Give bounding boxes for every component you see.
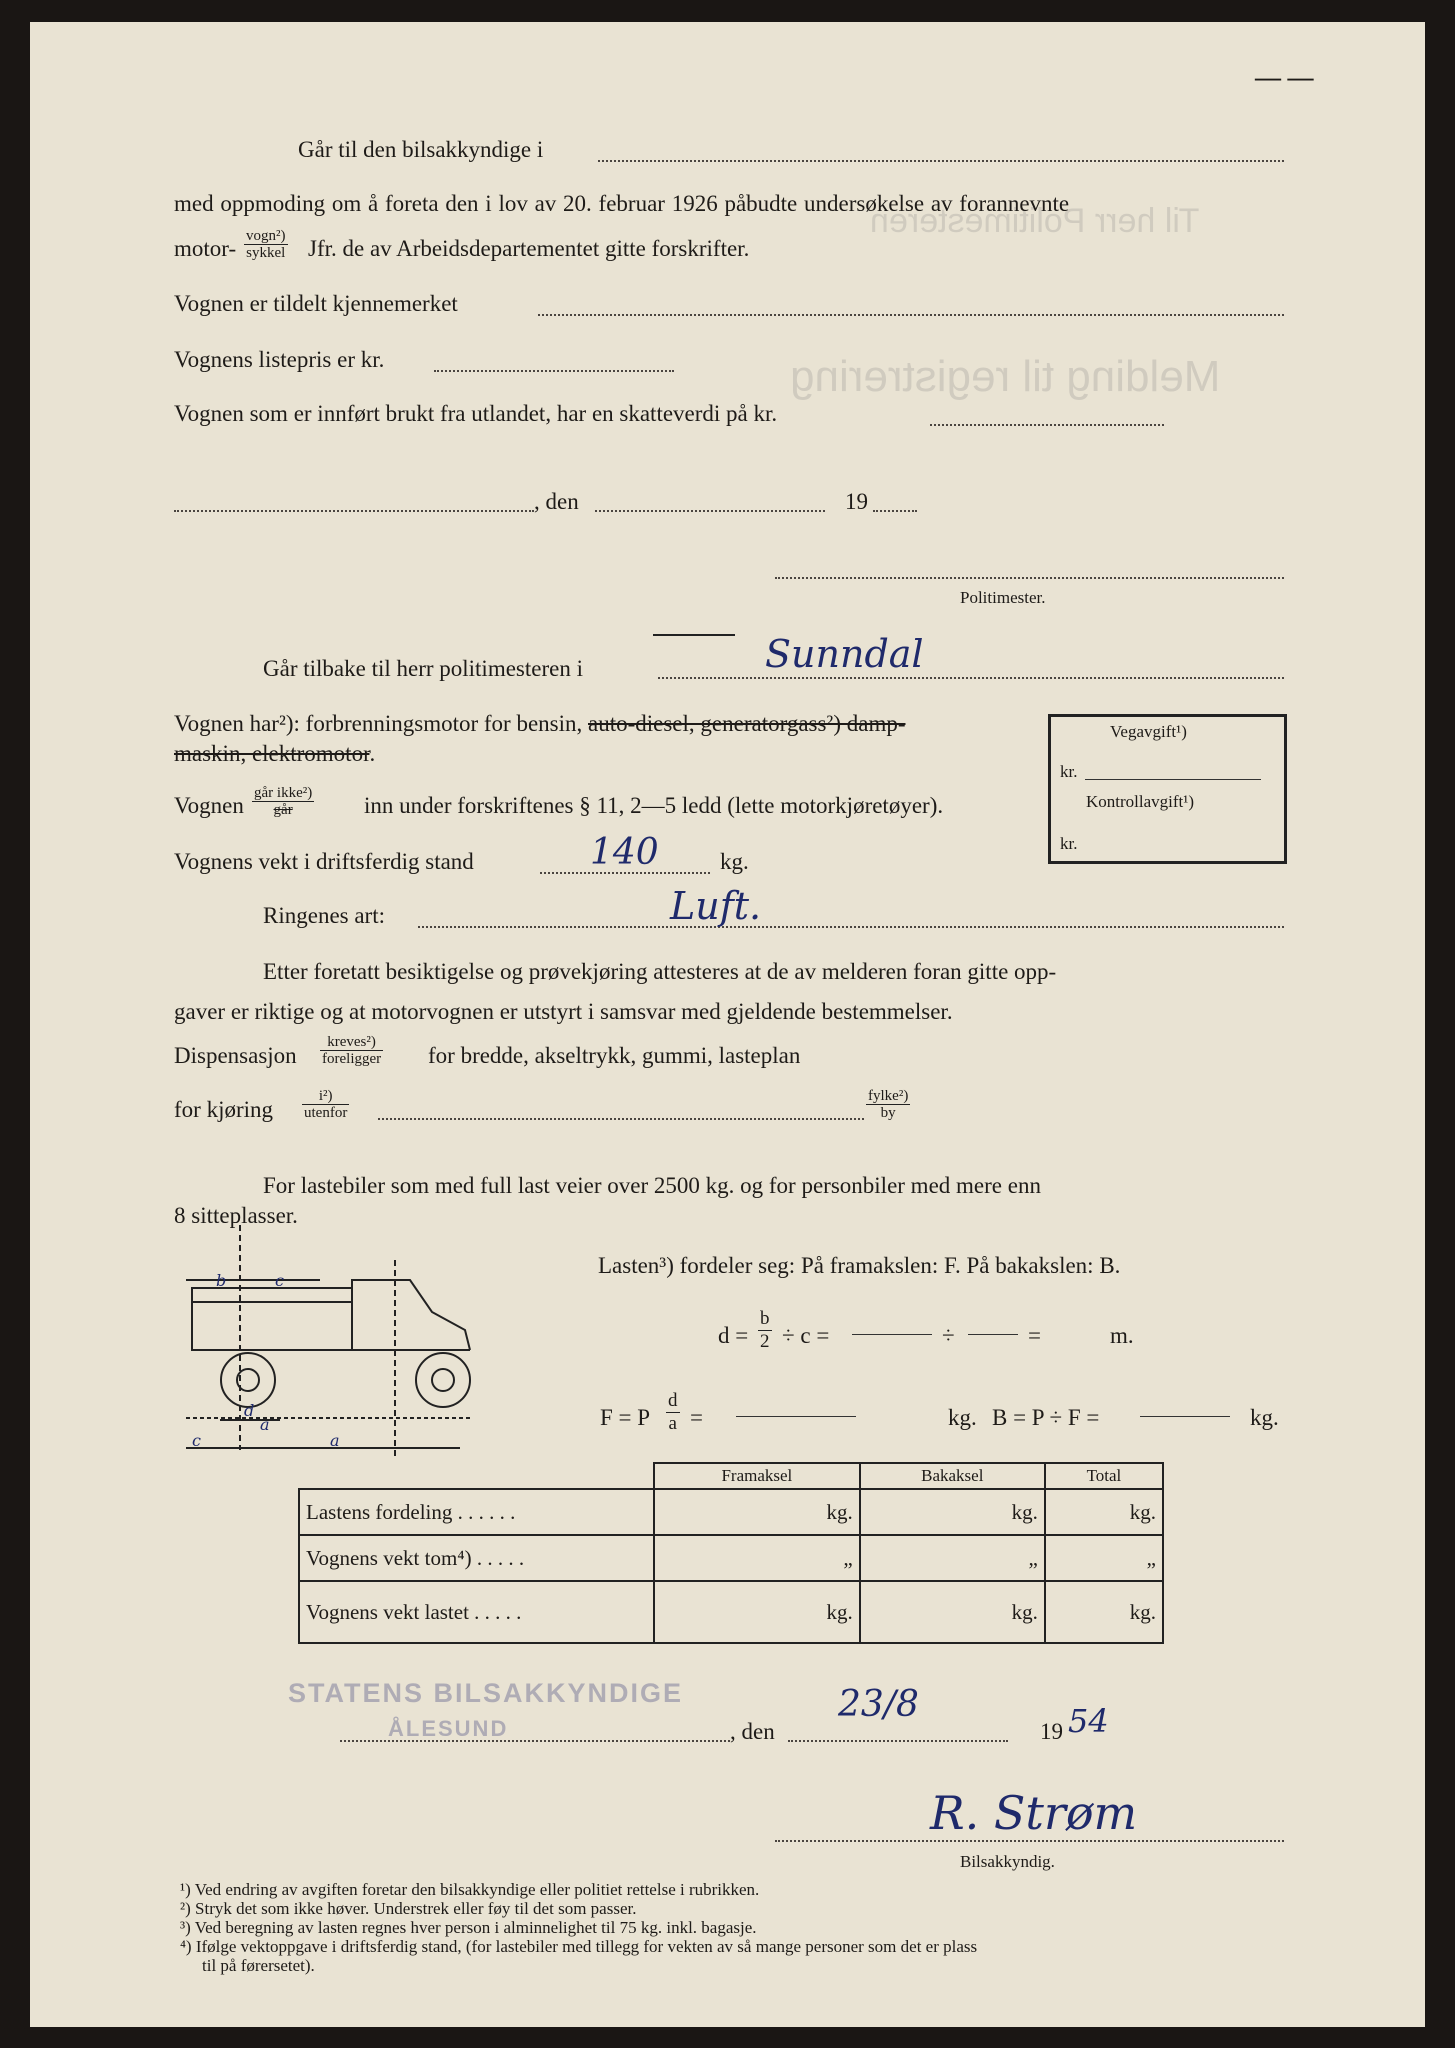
formula-b: b xyxy=(760,1308,770,1329)
footnote-mark: ⁴) xyxy=(180,1937,192,1956)
formula-F: F = P xyxy=(600,1405,651,1430)
attest-text-1: Etter foretatt besiktigelse og prøvekjøring attesteres at de av melderen foran gitte opp- xyxy=(263,959,1057,984)
table-cell: kg. xyxy=(654,1581,860,1643)
i-label: i²) xyxy=(302,1088,349,1105)
load-distribution-table xyxy=(298,1462,1164,1644)
signature-line xyxy=(775,1840,1284,1842)
handwritten-signature: R. Strøm xyxy=(930,1786,1138,1840)
footnote xyxy=(180,1880,759,1899)
table-header-framaksel: Framaksel xyxy=(654,1463,860,1489)
diagram-label-d: d xyxy=(244,1401,255,1420)
vekt-label: Vognens vekt i driftsferdig stand xyxy=(174,849,474,874)
fill-line xyxy=(873,510,917,512)
fylke-by-fraction xyxy=(866,1088,910,1121)
vekt-unit: kg. xyxy=(720,849,749,874)
table-header-total: Total xyxy=(1045,1463,1163,1489)
i-utenfor-fraction xyxy=(302,1088,349,1121)
formula-blank xyxy=(968,1334,1018,1335)
vegavgift-label: Vegavgift¹) xyxy=(1110,722,1187,741)
year-label: 19 xyxy=(845,489,868,514)
by-label: by xyxy=(880,1105,896,1121)
politimester-signature-line xyxy=(775,577,1284,579)
formula-B: B = P ÷ F = xyxy=(992,1405,1100,1430)
attest-text-2: gaver er riktige og at motorvognen er utstyrt i samsvar med gjeldende bestemmelser. xyxy=(174,999,953,1024)
footnote xyxy=(180,1918,757,1937)
footnote xyxy=(180,1937,977,1956)
formula-m: m. xyxy=(1110,1323,1134,1348)
formula-d-rest: ÷ c = xyxy=(782,1323,830,1348)
lasten-text: Lasten³) fordeler seg: På framakslen: F. På bakakslen: B. xyxy=(598,1253,1121,1278)
table-corner xyxy=(299,1463,654,1489)
fill-line xyxy=(788,1740,1008,1742)
utenfor-label: utenfor xyxy=(304,1105,348,1121)
fill-line xyxy=(418,926,1284,928)
fill-line xyxy=(174,510,534,512)
table-cell: „ xyxy=(860,1535,1045,1581)
formula-fd: d xyxy=(668,1390,678,1411)
formula-d-prefix: d = xyxy=(718,1323,749,1348)
handwritten-place: Sunndal xyxy=(765,632,924,676)
den-label-2: , den xyxy=(730,1719,775,1744)
den-label: , den xyxy=(534,489,579,514)
politimester-label: Politimester. xyxy=(960,588,1046,607)
section-divider xyxy=(653,634,735,636)
fill-line xyxy=(930,424,1164,426)
fill-line xyxy=(434,370,674,372)
table-header-row xyxy=(299,1463,1163,1489)
kjoring-label: for kjøring xyxy=(174,1097,274,1122)
kreves-fraction xyxy=(320,1034,383,1067)
table-cell: kg. xyxy=(860,1581,1045,1643)
listepris-label: Vognens listepris er kr. xyxy=(174,347,385,372)
document-page xyxy=(30,22,1425,2027)
diagram-label-b: b xyxy=(216,1271,227,1290)
footnote-text: Stryk det som ikke høver. Understrek eller føy til det som passer. xyxy=(195,1899,637,1918)
formula-kg2: kg. xyxy=(1250,1405,1279,1430)
formula-blank xyxy=(1140,1416,1230,1417)
footnote-text: til på førersetet). xyxy=(202,1956,315,1975)
fill-line xyxy=(378,1118,864,1120)
handwritten-year: 54 xyxy=(1068,1702,1109,1740)
motor-type-struck-2: maskin, elektromotor xyxy=(174,741,370,766)
official-stamp: STATENS BILSAKKYNDIGE xyxy=(288,1678,684,1708)
ringer-label: Ringenes art: xyxy=(263,903,385,928)
fill-line xyxy=(598,160,1284,162)
official-stamp-city: ÅLESUND xyxy=(388,1716,509,1741)
table-header-bakaksel: Bakaksel xyxy=(860,1463,1045,1489)
footnote xyxy=(202,1956,315,1975)
formula-fa: a xyxy=(668,1413,677,1434)
formula-eq: = xyxy=(1028,1323,1041,1348)
vogn-label: vogn²) xyxy=(246,228,286,244)
foreligger-label: foreligger xyxy=(322,1051,382,1067)
gar-fraction xyxy=(252,785,314,818)
footnote-text: Ved beregning av lasten regnes hver person i alminnelighet til 75 kg. inkl. bagasje. xyxy=(194,1918,757,1937)
kr-label-2: kr. xyxy=(1060,834,1078,853)
formula-kg1: kg. xyxy=(948,1405,977,1430)
table-row-label: Lastens fordeling . . . . . . xyxy=(299,1489,654,1535)
sykkel-label: sykkel xyxy=(246,245,286,261)
motor-type-text-2 xyxy=(174,740,375,768)
bleed-through-text: Melding til registrering xyxy=(790,352,1221,401)
tilbake-label: Går tilbake til herr politimesteren i xyxy=(263,656,583,681)
formula-b2-fraction xyxy=(758,1308,772,1353)
table-cell: „ xyxy=(654,1535,860,1581)
vognen-label: Vognen xyxy=(174,793,244,818)
table-row xyxy=(299,1535,1163,1581)
gar-ikke-label: går ikke²) xyxy=(254,785,313,801)
footnote-mark: ²) xyxy=(180,1899,191,1918)
motor-type-end: . xyxy=(369,741,376,766)
motor-type-text xyxy=(174,710,906,738)
footnote xyxy=(180,1899,636,1918)
formula-blank xyxy=(736,1416,856,1417)
formula-div: ÷ xyxy=(942,1323,955,1348)
table-row-label: Vognens vekt lastet . . . . . xyxy=(299,1581,654,1643)
vogn-sykkel-fraction xyxy=(244,228,288,261)
bilsakkyndige-line: Går til den bilsakkyndige i xyxy=(298,137,544,162)
table-cell: „ xyxy=(1045,1535,1163,1581)
motor-type-struck: auto-diesel, generatorgass²) damp- xyxy=(588,711,906,736)
footnote-mark: ³) xyxy=(180,1918,191,1937)
table-row xyxy=(299,1581,1163,1643)
diagram-label-a2: a xyxy=(330,1431,340,1450)
request-text: med oppmoding om å foreta den i lov av 20. februar 1926 påbudte undersøkelse av forannevnte xyxy=(174,191,1070,216)
table-row xyxy=(299,1489,1163,1535)
handwritten-weight: 140 xyxy=(590,832,659,873)
skatteverdi-label: Vognen som er innført brukt fra utlandet, har en skatteverdi på kr. xyxy=(174,401,778,426)
dispensasjon-rest: for bredde, akseltrykk, gummi, lasteplan xyxy=(428,1043,801,1068)
lastebiler-text-1: For lastebiler som med full last veier over 2500 kg. og for personbiler med mere enn xyxy=(263,1173,1041,1198)
fylke-label: fylke²) xyxy=(868,1088,909,1104)
kr-label-1: kr. xyxy=(1060,762,1078,781)
footnote-text: Ifølge vektoppgave i driftsferdig stand, (for lastebiler med tillegg for vekten av så mange personer som det er plass xyxy=(195,1937,978,1956)
year-label-2: 19 xyxy=(1040,1719,1063,1744)
bleed-through-text: Til herr Politimesteren xyxy=(870,202,1200,240)
gar-label: går xyxy=(273,802,293,818)
table-cell: kg. xyxy=(1045,1489,1163,1535)
table-cell: kg. xyxy=(860,1489,1045,1535)
forskrifter-text: Jfr. de av Arbeidsdepartementet gitte forskrifter. xyxy=(308,236,750,261)
formula-blank xyxy=(852,1334,932,1335)
handwritten-tires: Luft. xyxy=(670,884,762,928)
motor-prefix: motor- xyxy=(174,236,237,261)
diagram-label-a: a xyxy=(260,1415,270,1434)
diagram-label-c2: c xyxy=(192,1431,201,1450)
table-cell: kg. xyxy=(1045,1581,1163,1643)
formula-2: 2 xyxy=(760,1331,770,1352)
motor-type-main: Vognen har²): forbrenningsmotor for bensin, xyxy=(174,711,583,736)
footnote-mark: ¹) xyxy=(180,1880,191,1899)
fill-line xyxy=(538,314,1284,316)
kjennemerke-label: Vognen er tildelt kjennemerket xyxy=(174,291,458,316)
truck-diagram xyxy=(180,1220,560,1470)
dispensasjon-label: Dispensasjon xyxy=(174,1043,297,1068)
kreves-label: kreves²) xyxy=(320,1034,383,1051)
fill-line xyxy=(595,510,825,512)
lastebiler-text-2: 8 sitteplasser. xyxy=(174,1203,298,1228)
fill-line xyxy=(658,677,1284,679)
kontrollavgift-label: Kontrollavgift¹) xyxy=(1086,792,1195,811)
handwritten-date: 23/8 xyxy=(838,1684,919,1725)
bilsakkyndig-label: Bilsakkyndig. xyxy=(960,1852,1055,1871)
fill-line xyxy=(340,1740,730,1742)
formula-da-fraction xyxy=(666,1390,680,1435)
table-cell: kg. xyxy=(654,1489,860,1535)
forskrift-text: inn under forskriftenes § 11, 2—5 ledd (lette motorkjøretøyer). xyxy=(364,793,944,818)
footnote-text: Ved endring av avgiften foretar den bilsakkyndige eller politiet rettelse i rubrikken. xyxy=(194,1880,760,1899)
formula-eq2: = xyxy=(690,1405,703,1430)
corner-mark: — — xyxy=(1255,63,1314,92)
table-row-label: Vognens vekt tom⁴) . . . . . xyxy=(299,1535,654,1581)
fee-box-line xyxy=(1085,779,1261,780)
diagram-label-c: c xyxy=(275,1271,284,1290)
